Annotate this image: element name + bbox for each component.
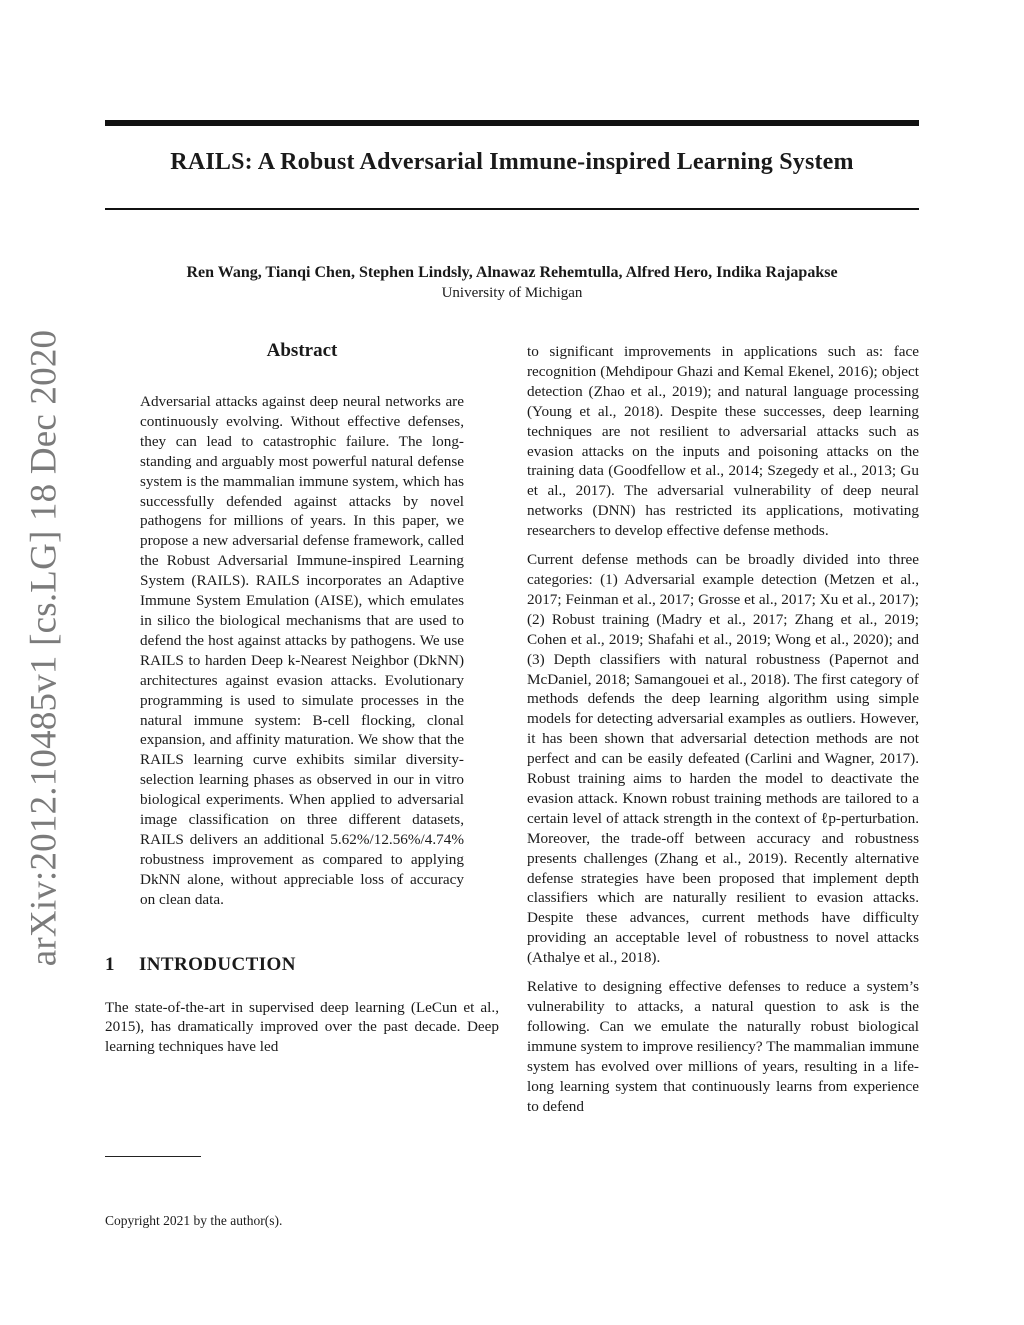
footnote-rule — [105, 1156, 201, 1157]
section-number: 1 — [105, 953, 115, 975]
right-column — [527, 342, 919, 1116]
left-column — [105, 335, 499, 1057]
intro-paragraph-2: Current defense methods can be broadly divided into three categories: (1) Adversarial example detection (Metzen et al., 2017; Feinman et al., 2017; Grosse et al., 2017; Xu et al., 2017); (2) Robust training (Madry et al., 2017; Zhang et al., 2019; Cohen et al., 2019; Shafahi et al., 2019; Wong et al., 2020); and (3) Depth classifiers with natural robustness (Papernot and McDaniel, 2018; Samangouei et al., 2018). The first category of methods defends the deep learning algorithm using simple models for detecting adversarial examples as outliers. However, it has been shown that adversarial detection methods are not perfect and can be easily defeated (Carlini and Wagner, 2017). Robust training aims to harden the model to deactivate the evasion attack. Known robust training methods are tailored to a certain level of attack strength in the context of ℓp-perturbation. Moreover, the trade-off between accuracy and robustness presents challenges (Zhang et al., 2019). Recently alternative defense strategies have been proposed that implement depth classifiers which are naturally resilient to evasion attacks. Despite these advances, current methods have difficulty providing an acceptable level of robustness to novel attacks (Athalye et al., 2018). — [527, 551, 919, 967]
section-title: INTRODUCTION — [139, 953, 296, 975]
affiliation: University of Michigan — [441, 285, 583, 301]
title-top-rule — [105, 120, 919, 126]
author-list: Ren Wang, Tianqi Chen, Stephen Lindsly, Alnawaz Rehemtulla, Alfred Hero, Indika Rajapakse — [186, 264, 838, 281]
title-bottom-rule — [105, 208, 919, 210]
paper-title: RAILS: A Robust Adversarial Immune-inspired Learning System — [170, 149, 854, 175]
arxiv-identifier-stamp: arXiv:2012.10485v1 [cs.LG] 18 Dec 2020 — [23, 329, 65, 967]
abstract-heading: Abstract — [266, 340, 338, 361]
section-heading-introduction — [105, 954, 499, 976]
abstract-body: Adversarial attacks against deep neural networks are continuously evolving. Without effective defenses, they can lead to catastrophic failure. The long-standing and arguably most powerful natural defense system is the mammalian immune system, which has successfully defended against attacks by novel pathogens for millions of years. In this paper, we propose a new adversarial defense framework, called the Robust Adversarial Immune-inspired Learning System (RAILS). RAILS incorporates an Adaptive Immune System Emulation (AISE), which emulates in silico the biological mechanisms that are used to defend the host against attacks by pathogens. We use RAILS to harden Deep k-Nearest Neighbor (DkNN) architectures against evasion attacks. Evolutionary programming is used to simulate processes in the natural immune system: B-cell flocking, clonal expansion, and affinity maturation. We show that the RAILS learning curve exhibits similar diversity-selection learning phases as observed in our in vitro biological experiments. When applied to adversarial image classification on three different datasets, RAILS delivers an additional 5.62%/12.56%/4.74% robustness improvement as compared to applying DkNN alone, without appreciable loss of accuracy on clean data. — [140, 393, 464, 908]
intro-paragraph-3: Relative to designing effective defenses to reduce a system’s vulnerability to attacks, a natural question to ask is the following. Can we emulate the naturally robust biological immune system to improve resiliency? The mammalian immune system has evolved over millions of years, resulting in a life-long learning system that continuously learns from experience to defend — [527, 978, 919, 1115]
intro-paragraph-left: The state-of-the-art in supervised deep learning (LeCun et al., 2015), has dramatically improved over the past decade. Deep learning techniques have led — [105, 998, 499, 1056]
copyright-footnote: Copyright 2021 by the author(s). — [105, 1213, 283, 1228]
intro-paragraph-1: to significant improvements in applications such as: face recognition (Mehdipour Ghazi and Kemal Ekenel, 2016); object detection (Zhao et al., 2019); and natural language processing (Young et al., 2018). Despite these successes, deep learning techniques are not resilient to adversarial attacks such as evasion attacks on the inputs and poisoning attacks on the training data (Goodfellow et al., 2014; Szegedy et al., 2013; Gu et al., 2017). The adversarial vulnerability of deep neural networks (DNN) has restricted its applications, motivating researchers to develop effective defense methods. — [527, 343, 919, 540]
